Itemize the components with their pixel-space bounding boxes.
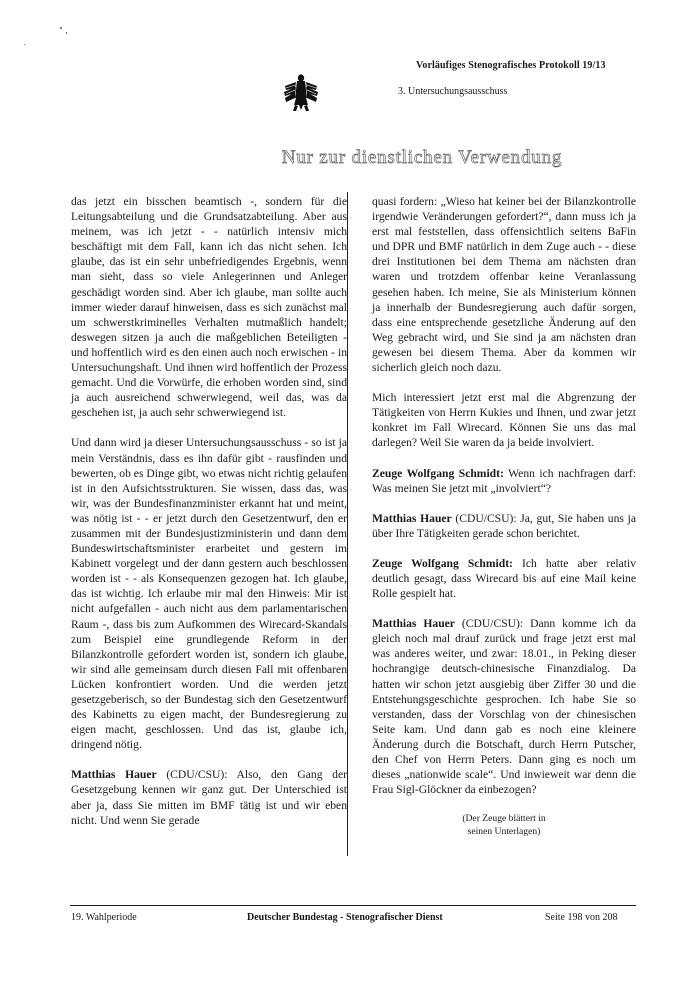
paragraph	[372, 616, 636, 797]
scan-speck	[66, 32, 67, 34]
speaker-name: Matthias Hauer	[372, 617, 455, 631]
paragraph-text: Ja, gut, Sie haben uns ja über Ihre Tätigkeiten gerade schon berichtet.	[372, 511, 636, 540]
scan-speck	[60, 27, 62, 29]
speaker-name: Zeuge Wolfgang Schmidt:	[372, 556, 513, 570]
paragraph: Und dann wird ja dieser Untersuchungsausschuss - so ist ja mein Verständnis, dass es ihn dafür gibt - rausfinden und bewerten, ob es Dinge gibt, wo etwas nicht richtig gelaufen ist in den Aufsichtsstrukturen. Sie wissen, dass das, was wir, was der Bundesfinanzminister erkannt hat und meint, was nötig ist - - er jetzt durch den Gesetzentwurf, den er zusammen mit der Bundesjustizministerin und dann dem Bundeswirtschaftsminister erarbeitet und gestern im Kabinett vorgelegt und der dann gestern auch beschlossen worden ist - - als Konsequenzen gezogen hat. Ich glaube, das ist wichtig. Ich erlaube mir mal den Hinweis: Mir ist nicht aufgefallen - auch nicht aus dem parlamentarischen Raum -, dass bis zum Aufkommen des Wirecard-Skandals zum Beispiel eine grundlegende Reform in der Bilanzkontrolle gefordert worden ist, sondern ich glaube, wir sind alle gemeinsam durch diesen Fall mit offenbaren Lücken konfrontiert worden. Und die werden jetzt gesetzgeberisch, so der Bundestag sich den Gesetzentwurf des Kabinetts zu eigen macht, der Bundesregierung zu eigen macht, geschlossen. Und das ist, glaube ich, dringend nötig.	[71, 436, 347, 752]
bundestag-eagle-icon	[283, 72, 319, 112]
footer-period: 19. Wahlperiode	[71, 912, 137, 923]
scan-speck	[24, 44, 25, 45]
paragraph: das jetzt ein bisschen beamtisch -, sondern für die Leitungsabteilung und die Grundsatzabteilung. Aber aus meinem, was ich jetzt - - natürlich intensiv mich beschäftigt mit dem Fall, kann ich das nicht sehen. Ich glaube, das ist ein sehr unbefriedigendes Ergebnis, wenn man sieht, dass so viele Anlegerinnen und Anleger geschädigt worden sind. Aber ich glaube, man sollte auch immer wieder darauf hinweisen, dass es sich zunächst mal um schwerstkriminelles Verhalten mutmaßlich handelt; deswegen sitzen ja auch die maßgeblichen Beteiligten - und hoffentlich wird es den einen auch noch erwischen - in Untersuchungshaft. Und ihnen wird hoffentlich der Prozess gemacht. Und die Vorwürfe, die erhoben worden sind, sind ja auch ausreichend schwerwiegend, weil das, was da geschehen ist, ja auch sehr schwerwiegend ist.	[71, 195, 347, 420]
speaker-name: Matthias Hauer	[372, 511, 452, 525]
paragraph-text: Also, den Gang der Gesetzgebung kennen wir ganz gut. Der Unterschied ist aber ja, dass Sie mitten im BMF tätig ist und wir eben nicht. Und wenn Sie gerade	[71, 768, 347, 827]
protocol-title: Vorläufiges Stenografisches Protokoll 19/13	[416, 60, 606, 71]
paragraph: quasi fordern: „Wieso hat keiner bei der Bilanzkontrolle irgendwie Veränderungen gefordert?“, dann muss ich ja erst mal feststellen, dass offensichtlich seitens BaFin und DPR und BMF natürlich in dem Zuge auch - - diese drei Institutionen bei dem Thema am nächsten dran waren und trotzdem offenbar keine Veranlassung gesehen haben. Ich meine, Sie als Ministerium können ja innerhalb der Bundesregierung auch dafür sorgen, dass eine entsprechende gesetzliche Änderung auf den Weg gebracht wird, und Sie sind ja am nächsten dran gewesen bei diesem Thema. Aber da kommen wir sicherlich gleich noch dazu.	[372, 195, 636, 375]
paragraph-text: Ich hatte aber relativ deutlich gesagt, dass Wirecard bis auf eine Mail keine Rolle gespielt hat.	[372, 556, 636, 601]
paragraph-text: Wenn ich nachfragen darf: Was meinen Sie jetzt mit „involviert“?	[372, 466, 636, 495]
footer-page-number: Seite 198 von 208	[545, 912, 618, 923]
stage-direction-line: seinen Unterlagen)	[467, 826, 541, 838]
speaker-party: (CDU/CSU):	[156, 768, 228, 782]
paragraph	[71, 767, 347, 827]
speaker-party: (CDU/CSU):	[451, 511, 517, 525]
watermark-internal-use: Nur zur dienstlichen Verwendung	[281, 147, 563, 168]
column-divider	[347, 192, 348, 856]
stage-direction-line: (Der Zeuge blättert in	[462, 813, 546, 825]
speaker-name: Zeuge Wolfgang Schmidt:	[372, 466, 504, 480]
footer-rule	[70, 905, 636, 906]
right-column	[372, 194, 636, 838]
speaker-party: (CDU/CSU):	[454, 617, 524, 631]
paragraph-text: Dann komme ich da gleich noch mal drauf zurück und frage jetzt erst mal was anderes weiter, und zwar: 18.01., in Peking dieser hochrangige deutsch-chinesische Finanzdialog. Da hatten wir schon jetzt ausgiebig über Ziffer 30 und die Entstehungsgeschichte gesprochen. Ich habe Sie so verstanden, dass der Vorschlag von der chinesischen Seite kam. Und dann gab es noch eine kleinere Änderung durch die Botschaft, durch Herrn Putscher, den Chef von Herrn Peters. Dann ging es noch um dieses „nationwide scale“. Und inwieweit war denn die Frau Sigl-Glöckner da einbezogen?	[372, 617, 636, 797]
paragraph: Mich interessiert jetzt erst mal die Abgrenzung der Tätigkeiten von Herrn Kukies und Ihnen, und zwar jetzt konkret im Fall Wirecard. Können Sie uns das mal darlegen? Weil Sie waren da ja beide involviert.	[372, 391, 636, 450]
paragraph	[372, 466, 636, 496]
paragraph	[372, 511, 636, 541]
stage-direction	[372, 812, 636, 838]
left-column	[71, 194, 347, 843]
committee-name: 3. Untersuchungsausschuss	[398, 86, 508, 97]
footer-service: Deutscher Bundestag - Stenografischer Dienst	[247, 912, 443, 923]
speaker-name: Matthias Hauer	[71, 768, 157, 782]
paragraph	[372, 556, 636, 601]
